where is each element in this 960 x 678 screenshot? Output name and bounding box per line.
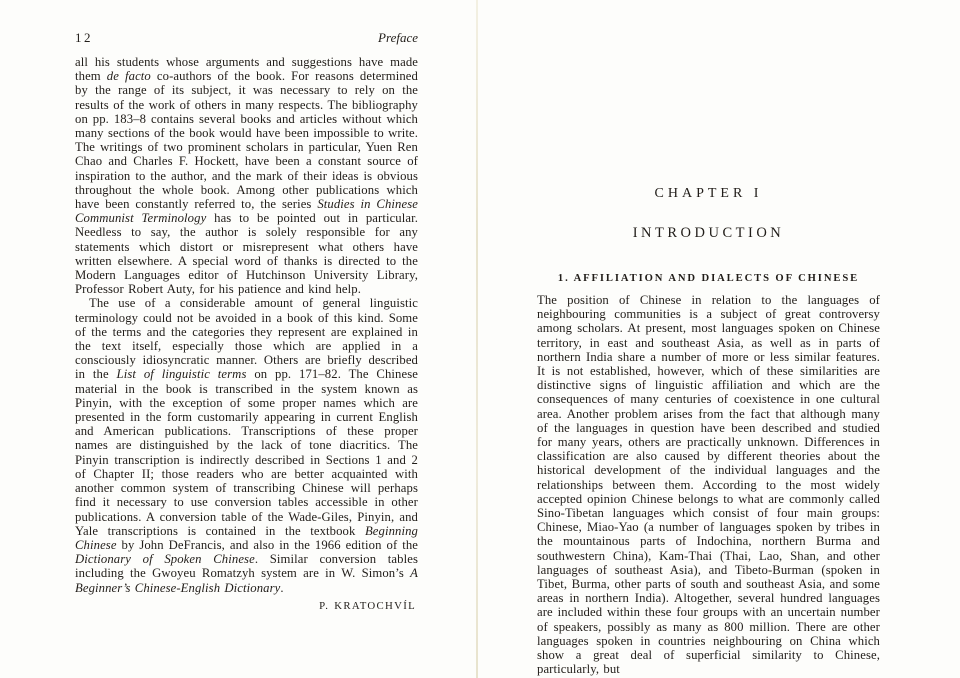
paragraph: The use of a considerable amount of general linguistic terminology could not be avoided in a book of this kind. Some of the terms and the categories they represent are explained in the text itself, especially those which are applied in a consciously idiosyncratic manner. Others are briefly described in the List of linguistic terms on pp. 171–82. The Chinese material in the book is transcribed in the system known as Pinyin, with the exception of some proper names which are presented in the form customarily appearing in current English and American publications. Transcriptions of these proper names are distinguished by the lack of tone diacritics. The Pinyin transcription is indirectly described in Sections 1 and 2 of Chapter II; those readers who are better acquainted with another common system of transcribing Chinese will perhaps find it necessary to use conversion tables accessible in other publications. A conversion table of the Wade-Giles, Pinyin, and Yale transcriptions is contained in the textbook Beginning Chinese by John DeFrancis, and also in the 1966 edition of the Dictionary of Spoken Chinese. Similar conversion tables including the Gwoyeu Romatzyh system are in W. Simon’s A Beginner’s Chinese-English Dictionary.: [75, 296, 419, 595]
left-page-body: [75, 55, 418, 613]
page-number: 12: [75, 30, 93, 45]
page-gutter-divider: [476, 0, 478, 678]
author-signature: P. KRATOCHVÍL: [319, 599, 416, 612]
chapter-heading: CHAPTER I: [654, 186, 763, 201]
page-header: [75, 30, 418, 46]
left-page: [75, 30, 418, 613]
right-page: [537, 186, 880, 676]
paragraph: all his students whose arguments and suggestions have made them de facto co-authors of the book. For reasons determined by the range of its subject, it was necessary to rely on the results of the work of others in many respects. The bibliography on pp. 183–8 contains several books and articles without which many sections of the book would have been impossible to write. The writings of two prominent scholars in particular, Yuen Ren Chao and Charles F. Hockett, have been a constant source of inspiration to the author, and the mark of their ideas is obvious throughout the whole book. Among other publications which have been constantly referred to, the series Studies in Chinese Communist Terminology has to be pointed out in particular. Needless to say, the author is solely responsible for any statements which distort or misrepresent what others have written elsewhere. A special word of thanks is directed to the Modern Languages editor of Hutchinson University Library, Professor Robert Auty, for his patience and kind help.: [75, 55, 419, 297]
running-header: Preface: [378, 30, 418, 45]
chapter-title: INTRODUCTION: [632, 225, 785, 241]
paragraph: The position of Chinese in relation to the languages of neighbouring communities is a subject of great controversy among scholars. At present, most languages spoken on Chinese territory, in east and southeast Asia, as well as in parts of northern India share a number of more or less similar features. It is not established, however, which of these similarities are distinctive signs of linguistic affiliation and which are the consequences of many centuries of coexistence in one cultural area. Another problem arises from the fact that although many of the languages in question have been described and studied for many years, others are practically unknown. Differences in classification are also caused by different theories about the historical development of the individual languages and the relationships between them. According to the most widely accepted opinion Chinese belongs to what are commonly called Sino-Tibetan languages which consist of four main groups: Chinese, Miao-Yao (a number of languages spoken by tribes in the mountainous parts of Indochina, northern Burma and southwestern China), Kam-Thai (Thai, Lao, Shan, and other languages of southeast Asia), and Tibeto-Burman (spoken in Tibet, Burma, other parts of south and southeast Asia, and some areas in northern India). Altogether, several hundred languages are included within these four groups with an uncertain number of speakers, possibly as many as 800 million. There are other languages spoken in countries neighbouring on China which show a great deal of superficial similarity to Chinese, particularly, but: [537, 293, 880, 677]
right-page-body: [537, 293, 880, 676]
section-heading: 1. AFFILIATION AND DIALECTS OF CHINESE: [557, 273, 860, 284]
